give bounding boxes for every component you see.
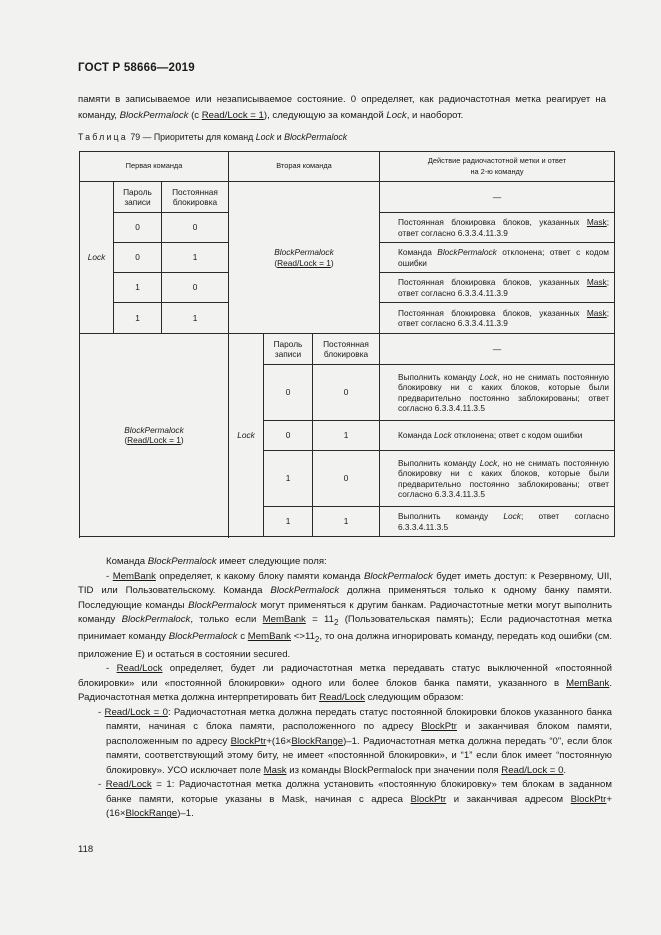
action-cell: — [380, 182, 615, 213]
table-row: 0 1 Команда Lock отклонена; ответ с кодом ошибки [80, 421, 615, 451]
action-cell: Постоянная блокировка блоков, указанных Mask; ответ согласно 6.3.3.4.11.3.9 [380, 273, 615, 303]
page-number: 118 [78, 844, 94, 855]
intro-paragraph: памяти в записываемое или незаписываемое состояние. 0 определяет, как радиочастотная метка реагирует на команду, BlockPermalock (с Read/Lock = 1), следующую за командой Lock, и наоборот. [78, 94, 606, 121]
table-caption: Таблица 79 — Приоритеты для команд Lock и BlockPermalock [78, 132, 348, 142]
paragraph: Команда BlockPermalock имеет следующие поля: [106, 556, 327, 567]
table-row [80, 334, 615, 365]
action-cell: Выполнить команду Lock, но не снимать постоянную блокировку ни с каких блоков, которые были предварительно постоянно заблокированы; ответ согласно 6.3.3.4.11.3.5 [380, 451, 615, 507]
action-cell: Постоянная блокировка блоков, указанных Mask; ответ согласно 6.3.3.4.11.3.9 [380, 213, 615, 243]
standard-header: ГОСТ Р 58666—2019 [78, 62, 195, 74]
table-row: 0 1 Команда BlockPermalock отклонена; ответ с кодом ошибки [80, 243, 615, 273]
paragraph: - Read/Lock = 1: Радиочастотная метка должна установить «постоянную блокировку» тем блокам в заданном банке памяти, которые указаны в Mask, начиная с адреса BlockPtr и заканчивая адресом BlockPtr+(16×BlockRange)–1. [98, 779, 612, 820]
paragraph: - Read/Lock = 0: Радиочастотная метка должна передать статус постоянной блокировки блоков указанного банка памяти, начиная с блока памяти, расположенного по адресу BlockPtr и заканчивая блоком памяти, расположенным по адресу BlockPtr+(16×BlockRange)–1. Радиочастотная метка должна передать “0”, если блок памяти, соответствующий этому биту, не имеет «постоянной блокировки», и “1” если блок имеет “постоянную блокировку». УСО исключает поле Mask из команды BlockPermalock при значении поля Read/Lock = 0. [98, 706, 612, 776]
body-text [78, 555, 612, 822]
table-row: 1 0 Постоянная блокировка блоков, указанных Mask; ответ согласно 6.3.3.4.11.3.9 [80, 273, 615, 303]
table-row: 0 0 Постоянная блокировка блоков, указанных Mask; ответ согласно 6.3.3.4.11.3.9 [80, 213, 615, 243]
second-command-lock: Lock [229, 334, 264, 537]
action-cell: Команда BlockPermalock отклонена; ответ с кодом ошибки [380, 243, 615, 273]
action-cell: Выполнить команду Lock, но не снимать постоянную блокировку ни с каких блоков, которые были предварительно постоянно заблокированы; ответ согласно 6.3.3.4.11.3.5 [380, 365, 615, 421]
paragraph: - MemBank определяет, к какому блоку памяти команда BlockPermalock будет иметь доступ: к Резервному, UII, TID или Пользовательскому. Команда BlockPermalock должна применяться только к одному банку памяти. Последующие команды BlockPermalock могут применяться к другим банкам. Радиочастотные метки могут выполнить команду BlockPermalock, только если MemBank = $11_2$ (Пользовательская память); Если радиочастотная метка принимает команду BlockPermalock с MemBank $<>11_2$, то она должна игнорировать команду, передать код ошибки (см. приложение Е) и остаться в состоянии secured. [78, 570, 612, 660]
subheader-password: Пароль записи [114, 182, 162, 213]
second-command-blockpermalock: BlockPermalock (Read/Lock = 1) [229, 182, 380, 334]
table-header-row [80, 152, 615, 182]
action-cell: — [380, 334, 615, 365]
header-first-command: Первая команда [80, 152, 229, 182]
table-row: 0 0 Выполнить команду Lock, но не снимать постоянную блокировку ни с каких блоков, которые были предварительно постоянно заблокированы; ответ согласно 6.3.3.4.11.3.5 [80, 365, 615, 421]
subheader-password: Пароль записи [264, 334, 313, 365]
table-row: 1 1 Постоянная блокировка блоков, указанных Mask; ответ согласно 6.3.3.4.11.3.9 [80, 303, 615, 334]
action-cell: Выполнить команду Lock; ответ согласно 6.3.3.4.11.3.5 [380, 507, 615, 537]
subheader-permanent: Постоянная блокировка [313, 334, 380, 365]
table-row: 1 1 Выполнить команду Lock; ответ согласно 6.3.3.4.11.3.5 [80, 507, 615, 537]
table-row [80, 182, 615, 213]
first-command-lock: Lock [80, 182, 114, 334]
paragraph: - Read/Lock определяет, будет ли радиочастотная метка передавать статус выключенной «постоянной блокировки» или «постоянной блокировки» одного или более блоков банка памяти, указанного в MemBank. Радиочастотная метка должна интерпретировать бит Read/Lock следующим образом: [78, 663, 612, 704]
priority-table [79, 151, 615, 537]
header-second-command: Вторая команда [229, 152, 380, 182]
action-cell: Постоянная блокировка блоков, указанных Mask; ответ согласно 6.3.3.4.11.3.9 [380, 303, 615, 334]
table-row: 1 0 Выполнить команду Lock, но не снимать постоянную блокировку ни с каких блоков, которые были предварительно постоянно заблокированы; ответ согласно 6.3.3.4.11.3.5 [80, 451, 615, 507]
header-action: Действие радиочастотной метки и ответ на 2-ю команду [380, 152, 615, 182]
first-command-blockpermalock: BlockPermalock (Read/Lock = 1) [80, 334, 229, 537]
action-cell: Команда Lock отклонена; ответ с кодом ошибки [380, 421, 615, 451]
subheader-permanent: Постоянная блокировка [162, 182, 229, 213]
